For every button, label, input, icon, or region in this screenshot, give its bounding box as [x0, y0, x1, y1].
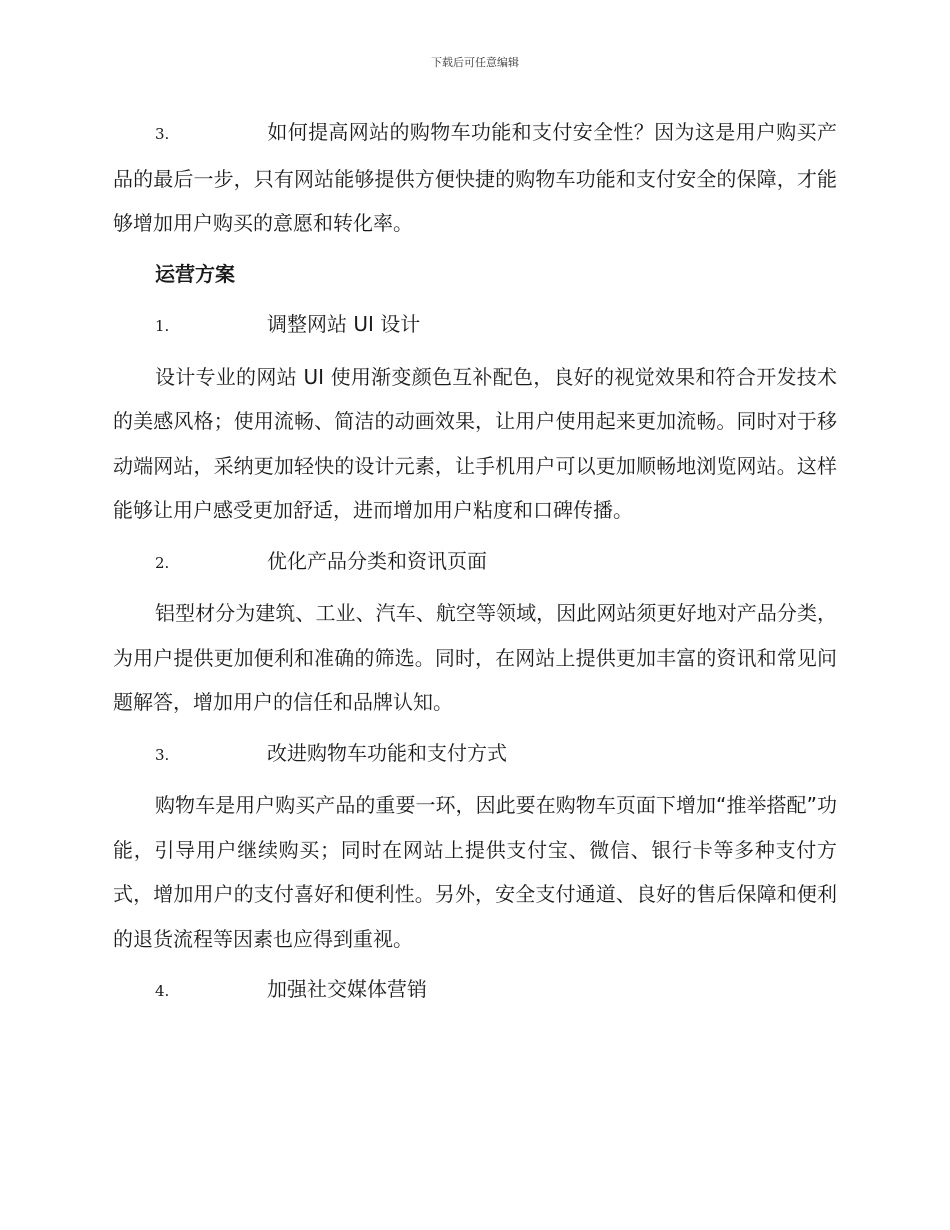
item-heading-text-4: 加强社交媒体营销	[267, 977, 427, 1001]
item-heading-3	[113, 731, 837, 778]
item-body-2: 铝型材分为建筑、工业、汽车、航空等领域，因此网站须更好地对产品分类，为用户提供更加便利和准确的筛选。同时，在网站上提供更加丰富的资讯和常见问题解答，增加用户的信任和品牌认知。	[113, 601, 837, 714]
item-number-2: 2.	[155, 553, 170, 572]
section-title: 运营方案	[155, 261, 235, 286]
header-note: 下载后可任意编辑	[431, 56, 519, 69]
item-heading-text-3: 改进购物车功能和支付方式	[267, 740, 507, 765]
item-heading-1	[113, 302, 837, 349]
intro-item-number: 3.	[155, 125, 170, 143]
item-heading-text-1: 调整网站 UI 设计	[267, 312, 421, 336]
item-number-4: 4.	[155, 982, 170, 1000]
document-content	[113, 110, 837, 1020]
item-body-1: 设计专业的网站 UI 使用渐变颜色互补配色，良好的视觉效果和符合开发技术的美感风格；使用流畅、简洁的动画效果，让用户使用起来更加流畅。同时对于移动端网站，采纳更加轻快的设计元素，让手机用户可以更加顺畅地浏览网站。这样能够让用户感受更加舒适，进而增加用户粘度和口碑传播。	[113, 364, 837, 522]
item-number-1: 1.	[155, 317, 170, 335]
item-heading-text-2: 优化产品分类和资讯页面	[267, 548, 487, 573]
item-number-3: 3.	[155, 745, 170, 764]
intro-item-text: 如何提高网站的购物车功能和支付安全性？因为这是用户购买产品的最后一步，只有网站能够提供方便快捷的购物车功能和支付安全的保障，才能够增加用户购买的意愿和转化率。	[113, 120, 837, 235]
intro-item	[113, 110, 837, 246]
item-body-3: 购物车是用户购买产品的重要一环，因此要在购物车页面下增加“推举搭配”功能，引导用户继续购买；同时在网站上提供支付宝、微信、银行卡等多种支付方式，增加用户的支付喜好和便利性。另外，安全支付通道、良好的售后保障和便利的退货流程等因素也应得到重视。	[113, 793, 837, 951]
item-heading-2	[113, 539, 837, 586]
item-heading-4	[113, 967, 837, 1014]
